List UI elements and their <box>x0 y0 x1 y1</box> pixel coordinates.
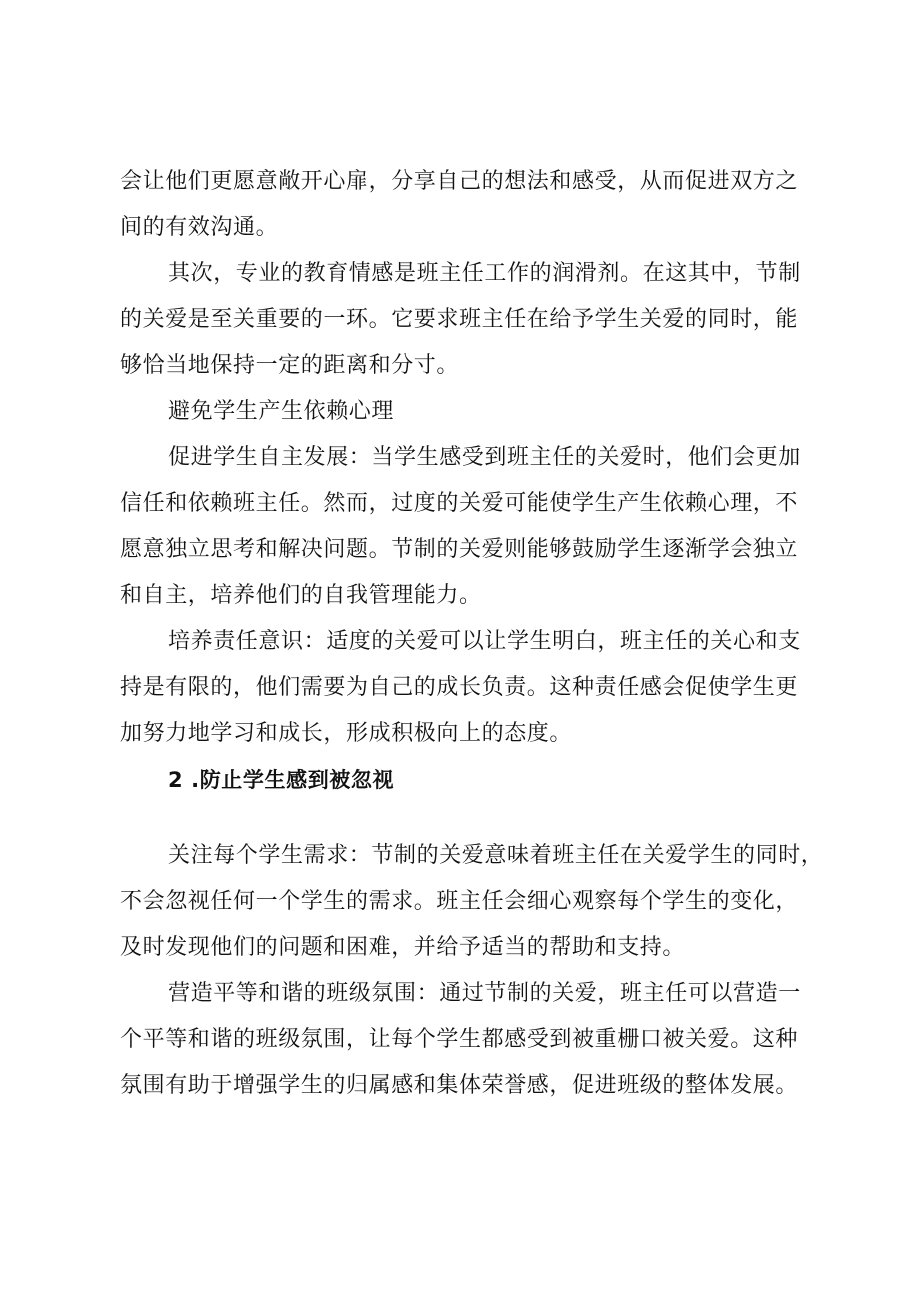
paragraph-line: 和自主，培养他们的自我管理能力。 <box>120 583 482 608</box>
subheading: 避免学生产生依赖心理 <box>168 399 395 424</box>
paragraph-line: 其次，专业的教育情感是班主任工作的润滑剂。在这其中，节制 <box>168 261 801 286</box>
paragraph-line: 加努力地学习和成长，形成积极向上的态度。 <box>120 721 573 746</box>
paragraph-line: 培养责任意识：适度的关爱可以让学生明白，班主任的关心和支 <box>168 629 801 654</box>
paragraph-line: 持是有限的，他们需要为自己的成长负责。这种责任感会促使学生更 <box>120 675 799 700</box>
paragraph-line: 的关爱是至关重要的一环。它要求班主任在给予学生关爱的同时，能 <box>120 307 799 332</box>
paragraph-line: 间的有效沟通。 <box>120 215 279 240</box>
paragraph-line: 够恰当地保持一定的距离和分寸。 <box>120 353 460 378</box>
paragraph-line: 不会忽视任何一个学生的需求。班主任会细心观察每个学生的变化， <box>120 889 799 914</box>
paragraph-line: 愿意独立思考和解决问题。节制的关爱则能够鼓励学生逐渐学会独立 <box>120 537 799 562</box>
paragraph-line: 氛围有助于增强学生的归属感和集体荣誉感，促进班级的整体发展。 <box>120 1073 799 1098</box>
paragraph-line: 及时发现他们的问题和困难，并给予适当的帮助和支持。 <box>120 935 686 960</box>
paragraph-line: 营造平等和谐的班级氛围：通过节制的关爱，班主任可以营造一 <box>168 981 801 1006</box>
paragraph-line: 个平等和谐的班级氛围，让每个学生都感受到被重栅口被关爱。这种 <box>120 1027 799 1052</box>
paragraph-line: 关注每个学生需求：节制的关爱意味着班主任在关爱学生的同时， <box>168 843 824 868</box>
section-heading: 2 .防止学生感到被忽视 <box>168 768 395 792</box>
paragraph-line: 促进学生自主发展：当学生感受到班主任的关爱时，他们会更加 <box>168 445 801 470</box>
paragraph-line: 会让他们更愿意敞开心扉，分享自己的想法和感受，从而促进双方之 <box>120 169 799 194</box>
paragraph-line: 信任和依赖班主任。然而，过度的关爱可能使学生产生依赖心理，不 <box>120 491 799 516</box>
